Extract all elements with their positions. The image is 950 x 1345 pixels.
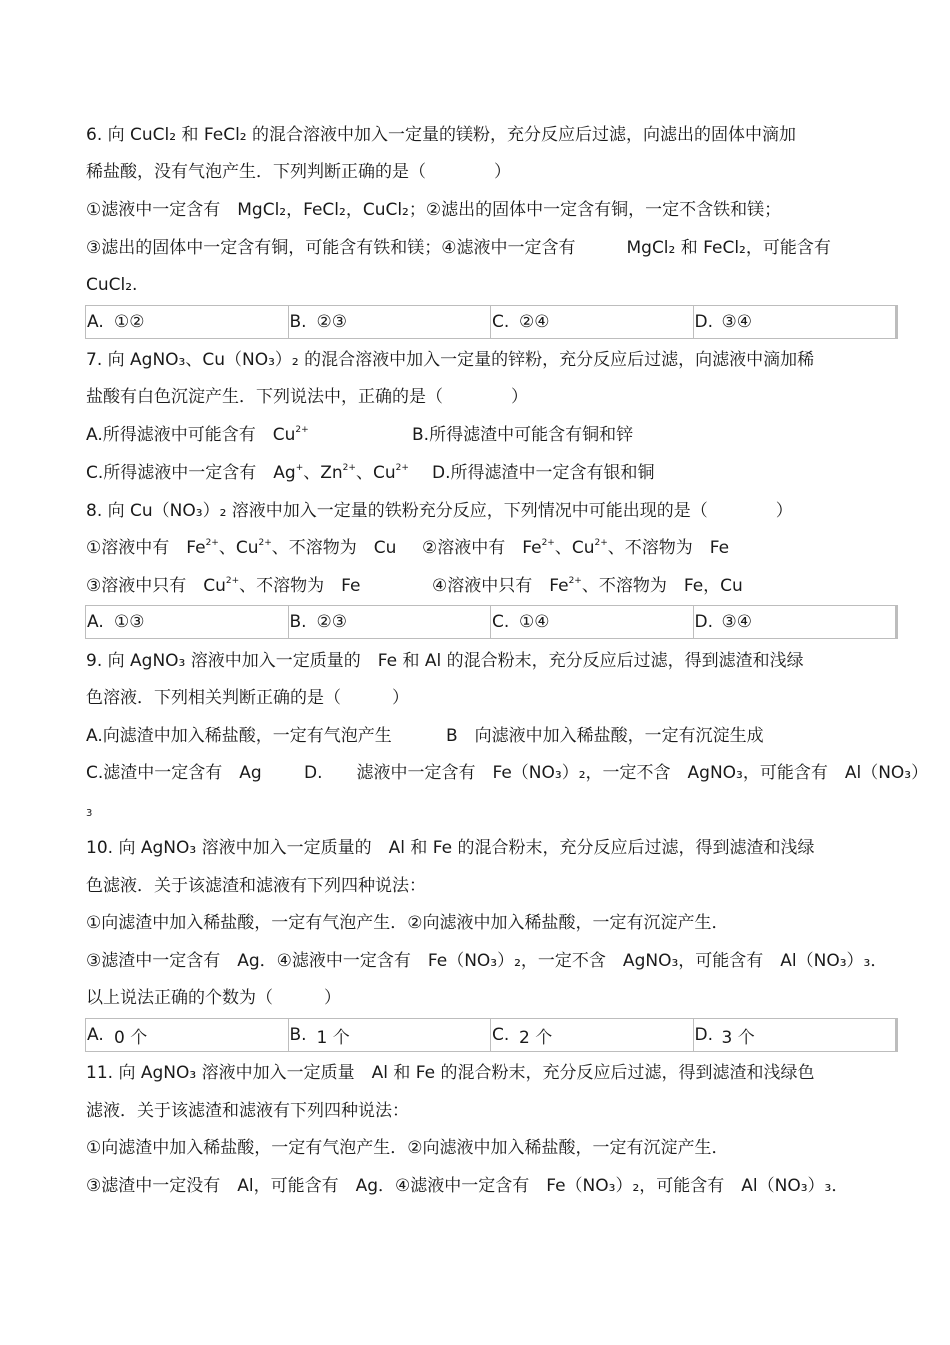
option-text: 3 个 — [721, 1027, 755, 1048]
statement-text: 、不溶物为 Fe — [607, 538, 730, 558]
charge-superscript: 2+ — [594, 538, 608, 548]
charge-superscript: 2+ — [225, 576, 240, 586]
q11-stem-line2: 滤液．关于该滤渣和滤液有下列四种说法： — [86, 1101, 409, 1121]
charge-superscript: + — [295, 463, 304, 473]
option-letter: A. — [87, 612, 104, 632]
charge-superscript: 2+ — [342, 463, 356, 473]
statement-text: ④溶液中只有 Fe — [432, 576, 569, 596]
q10-stem-line2: 色滤液．关于该滤渣和滤液有下列四种说法： — [86, 876, 426, 896]
q9-option-d-subscript: 3 — [86, 808, 93, 819]
option-text: 、Zn — [303, 463, 343, 483]
q6-option-b[interactable] — [288, 306, 491, 338]
q8-option-a[interactable] — [86, 606, 288, 638]
option-text: ①④ — [519, 612, 550, 632]
q11-statement-line2: ③滤渣中一定没有 Al，可能含有 Ag．④滤液中一定含有 Fe（NO₃）₂，可能含有 Al（NO₃）₃． — [86, 1176, 849, 1196]
charge-superscript: 2+ — [395, 463, 409, 473]
option-text: ③④ — [721, 312, 752, 332]
statement-text: ③溶液中只有 Cu — [86, 576, 226, 596]
option-letter: B. — [289, 312, 307, 332]
q8-option-d[interactable] — [693, 606, 896, 638]
charge-superscript: 2+ — [295, 425, 309, 435]
statement-text: 、不溶物为 Fe — [239, 576, 361, 596]
q6-option-c[interactable] — [490, 306, 693, 338]
charge-superscript: 2+ — [258, 538, 272, 548]
option-text: 0 个 — [114, 1027, 148, 1048]
charge-superscript: 2+ — [568, 576, 582, 586]
q10-option-c[interactable] — [490, 1019, 693, 1051]
q8-statement-1 — [86, 537, 396, 559]
q6-option-a[interactable] — [86, 306, 288, 338]
q9-stem-line2: 色溶液．下列相关判断正确的是（ ） — [86, 688, 409, 708]
q9-option-d[interactable]: D. 滤液中一定含有 Fe（NO₃）₂，一定不含 AgNO₃，可能含有 Al（NO₃） — [304, 763, 929, 783]
q9-option-c[interactable]: C.滤渣中一定含有 Ag — [86, 763, 262, 783]
q7-option-d[interactable] — [432, 462, 655, 484]
q7-option-a[interactable] — [86, 424, 309, 446]
q7-stem-line2: 盐酸有白色沉淀产生．下列说法中，正确的是（ ） — [86, 387, 528, 407]
q9-option-b[interactable]: B 向滤液中加入稀盐酸，一定有沉淀生成 — [446, 726, 764, 746]
q8-statement-3 — [86, 575, 360, 597]
q6-stem-line1: 6. 向 CuCl₂ 和 FeCl₂ 的混合溶液中加入一定量的镁粉，充分反应后过滤，向滤出的固体中滴加 — [86, 125, 797, 145]
q6-stem-line2: 稀盐酸，没有气泡产生．下列判断正确的是（ ） — [86, 162, 511, 182]
q11-statement-line1: ①向滤渣中加入稀盐酸，一定有气泡产生．②向滤液中加入稀盐酸，一定有沉淀产生． — [86, 1138, 729, 1158]
q10-option-d[interactable] — [693, 1019, 896, 1051]
option-text: 2 个 — [519, 1027, 553, 1048]
q6-statement-line2: ③滤出的固体中一定含有铜，可能含有铁和镁；④滤液中一定含有 MgCl₂ 和 FeCl₂，可能含有 — [86, 238, 831, 258]
option-text: ②③ — [316, 612, 347, 632]
option-text: D.所得滤渣中一定含有银和铜 — [432, 463, 655, 483]
option-letter: A. — [87, 312, 104, 332]
charge-superscript: 2+ — [541, 538, 555, 548]
q8-statement-4 — [432, 575, 743, 597]
q10-option-a[interactable] — [86, 1019, 288, 1051]
option-text: ③④ — [721, 612, 752, 632]
option-letter: A. — [87, 1025, 104, 1045]
option-text: A.所得滤液中可能含有 Cu — [86, 425, 296, 445]
q6-options-table — [85, 305, 898, 339]
q10-option-b[interactable] — [288, 1019, 491, 1051]
q8-option-b[interactable] — [288, 606, 491, 638]
q6-option-d[interactable] — [693, 306, 896, 338]
q10-statement-line2: ③滤渣中一定含有 Ag．④滤液中一定含有 Fe（NO₃）₂，一定不含 AgNO₃，可能含有 Al（NO₃）₃． — [86, 951, 888, 971]
q10-stem-line3: 以上说法正确的个数为（ ） — [86, 988, 341, 1008]
option-letter: D. — [694, 612, 713, 632]
option-text: ②③ — [316, 312, 347, 332]
q9-stem-line1: 9. 向 AgNO₃ 溶液中加入一定质量的 Fe 和 Al 的混合粉末，充分反应后过滤，得到滤渣和浅绿 — [86, 651, 804, 671]
option-letter: C. — [492, 312, 510, 332]
option-text: ①② — [114, 312, 145, 332]
option-text: C.所得滤液中一定含有 Ag — [86, 463, 296, 483]
statement-text: ②溶液中有 Fe — [422, 538, 542, 558]
q8-stem-line1: 8. 向 Cu（NO₃）₂ 溶液中加入一定量的铁粉充分反应，下列情况中可能出现的是（ ） — [86, 501, 793, 521]
statement-text: 、不溶物为 Fe，Cu — [581, 576, 743, 596]
q9-option-a[interactable]: A.向滤渣中加入稀盐酸，一定有气泡产生 — [86, 726, 392, 746]
statement-text: 、Cu — [218, 538, 259, 558]
q6-statement-line1: ①滤液中一定含有 MgCl₂，FeCl₂，CuCl₂；②滤出的固体中一定含有铜，一定不含铁和镁； — [86, 200, 782, 220]
option-letter: C. — [492, 612, 510, 632]
q11-stem-line1: 11. 向 AgNO₃ 溶液中加入一定质量 Al 和 Fe 的混合粉末，充分反应后过滤，得到滤渣和浅绿色 — [86, 1063, 815, 1083]
q8-statement-2 — [422, 537, 729, 559]
q8-option-c[interactable] — [490, 606, 693, 638]
q6-statement-line3: CuCl₂. — [86, 275, 138, 295]
q10-options-table — [85, 1018, 898, 1052]
option-text: ①③ — [114, 612, 145, 632]
option-letter: B. — [289, 612, 307, 632]
q10-stem-line1: 10. 向 AgNO₃ 溶液中加入一定质量的 Al 和 Fe 的混合粉末，充分反应后过滤，得到滤渣和浅绿 — [86, 838, 815, 858]
option-letter: D. — [694, 312, 713, 332]
option-letter: D. — [694, 1025, 713, 1045]
option-letter: B. — [289, 1025, 307, 1045]
q8-options-table — [85, 605, 898, 639]
charge-superscript: 2+ — [205, 538, 219, 548]
q7-stem-line1: 7. 向 AgNO₃、Cu（NO₃）₂ 的混合溶液中加入一定量的锌粉，充分反应后过滤，向滤液中滴加稀 — [86, 350, 815, 370]
option-text: 1 个 — [316, 1027, 350, 1048]
option-text: 、Cu — [355, 463, 396, 483]
statement-text: 、不溶物为 Cu — [271, 538, 397, 558]
option-text: ②④ — [519, 312, 550, 332]
statement-text: ①溶液中有 Fe — [86, 538, 206, 558]
option-text: B.所得滤渣中可能含有铜和锌 — [412, 425, 634, 445]
option-letter: C. — [492, 1025, 510, 1045]
q10-statement-line1: ①向滤渣中加入稀盐酸，一定有气泡产生．②向滤液中加入稀盐酸，一定有沉淀产生． — [86, 913, 729, 933]
q7-option-b[interactable] — [412, 424, 633, 446]
q7-option-c[interactable] — [86, 462, 409, 484]
statement-text: 、Cu — [554, 538, 595, 558]
